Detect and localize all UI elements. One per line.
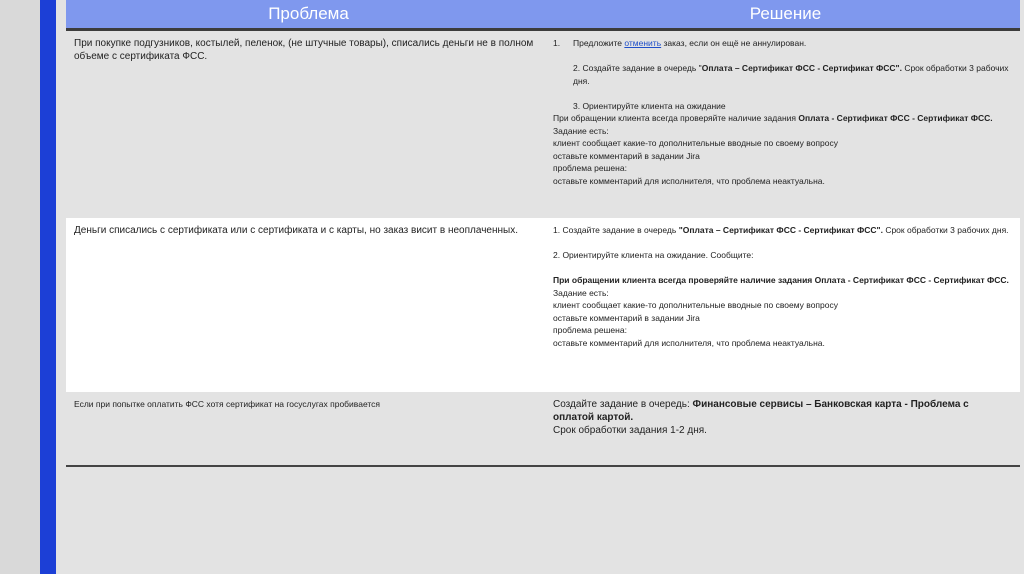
header-problem: Проблема (268, 4, 349, 23)
problem-cell: При покупке подгузников, костылей, пеленок, (не штучные товары), списались деньги не в полном объеме с сертификата ФСС. (74, 38, 534, 62)
table-header (66, 0, 1020, 31)
check-note: При обращении клиента всегда проверяйте наличие задания Оплата - Сертификат ФСС - Сертификат ФСС. (553, 113, 993, 123)
problem-cell: Если при попытке оплатить ФСС хотя сертификат на госуслугах пробивается (74, 399, 381, 409)
note-line: Задание есть: (553, 125, 609, 136)
note-line: клиент сообщает какие-то дополнительные вводные по своему вопросу (553, 138, 838, 148)
table-row (66, 392, 1020, 467)
header-solution: Решение (749, 4, 822, 23)
note-line: оставьте комментарий для исполнителя, что проблема неактуальна. (553, 337, 825, 348)
problem-solution-table (66, 0, 1020, 467)
solution-step-1: Создайте задание в очередь: Финансовые сервисы – Банковская карта - Проблема с оплатой картой. (553, 399, 969, 423)
accent-bar (40, 0, 56, 574)
solution-step-1: 1. Создайте задание в очередь "Оплата – Сертификат ФСС - Сертификат ФСС". Срок обработки 3 рабочих дня. (553, 225, 1009, 235)
solution-step-3: 3. Ориентируйте клиента на ожидание (573, 100, 726, 111)
note-line: оставьте комментарий для исполнителя, что проблема неактуальна. (553, 175, 825, 186)
solution-step-2: 2. Ориентируйте клиента на ожидание. Сообщите: (553, 250, 754, 260)
note-line: Задание есть: (553, 287, 609, 298)
solution-cell (551, 392, 1020, 465)
solution-cell (551, 31, 1020, 218)
note-line: проблема решена: (553, 163, 627, 173)
note-line: оставьте комментарий в задании Jira (553, 312, 700, 323)
table-row (66, 218, 1020, 392)
note-line: клиент сообщает какие-то дополнительные вводные по своему вопросу (553, 300, 838, 310)
note-line: Срок обработки задания 1-2 дня. (553, 425, 707, 436)
solution-step-1: 1. Предложите отменить заказ, если он ещё не аннулирован. (553, 38, 807, 48)
left-margin (0, 0, 40, 574)
note-line: проблема решена: (553, 325, 627, 335)
solution-step-2: 2. Создайте задание в очередь "Оплата – Сертификат ФСС - Сертификат ФСС". Срок обработки 3 рабочих дня. (573, 63, 1009, 86)
problem-cell: Деньги списались с сертификата или с сертификата и с карты, но заказ висит в неоплаченных. (74, 225, 518, 236)
check-note: При обращении клиента всегда проверяйте наличие задания Оплата - Сертификат ФСС - Сертификат ФСС. (553, 275, 1009, 285)
solution-cell (551, 218, 1020, 392)
table-row (66, 31, 1020, 218)
cancel-order-link[interactable]: отменить (624, 38, 662, 48)
note-line: оставьте комментарий в задании Jira (553, 150, 700, 161)
